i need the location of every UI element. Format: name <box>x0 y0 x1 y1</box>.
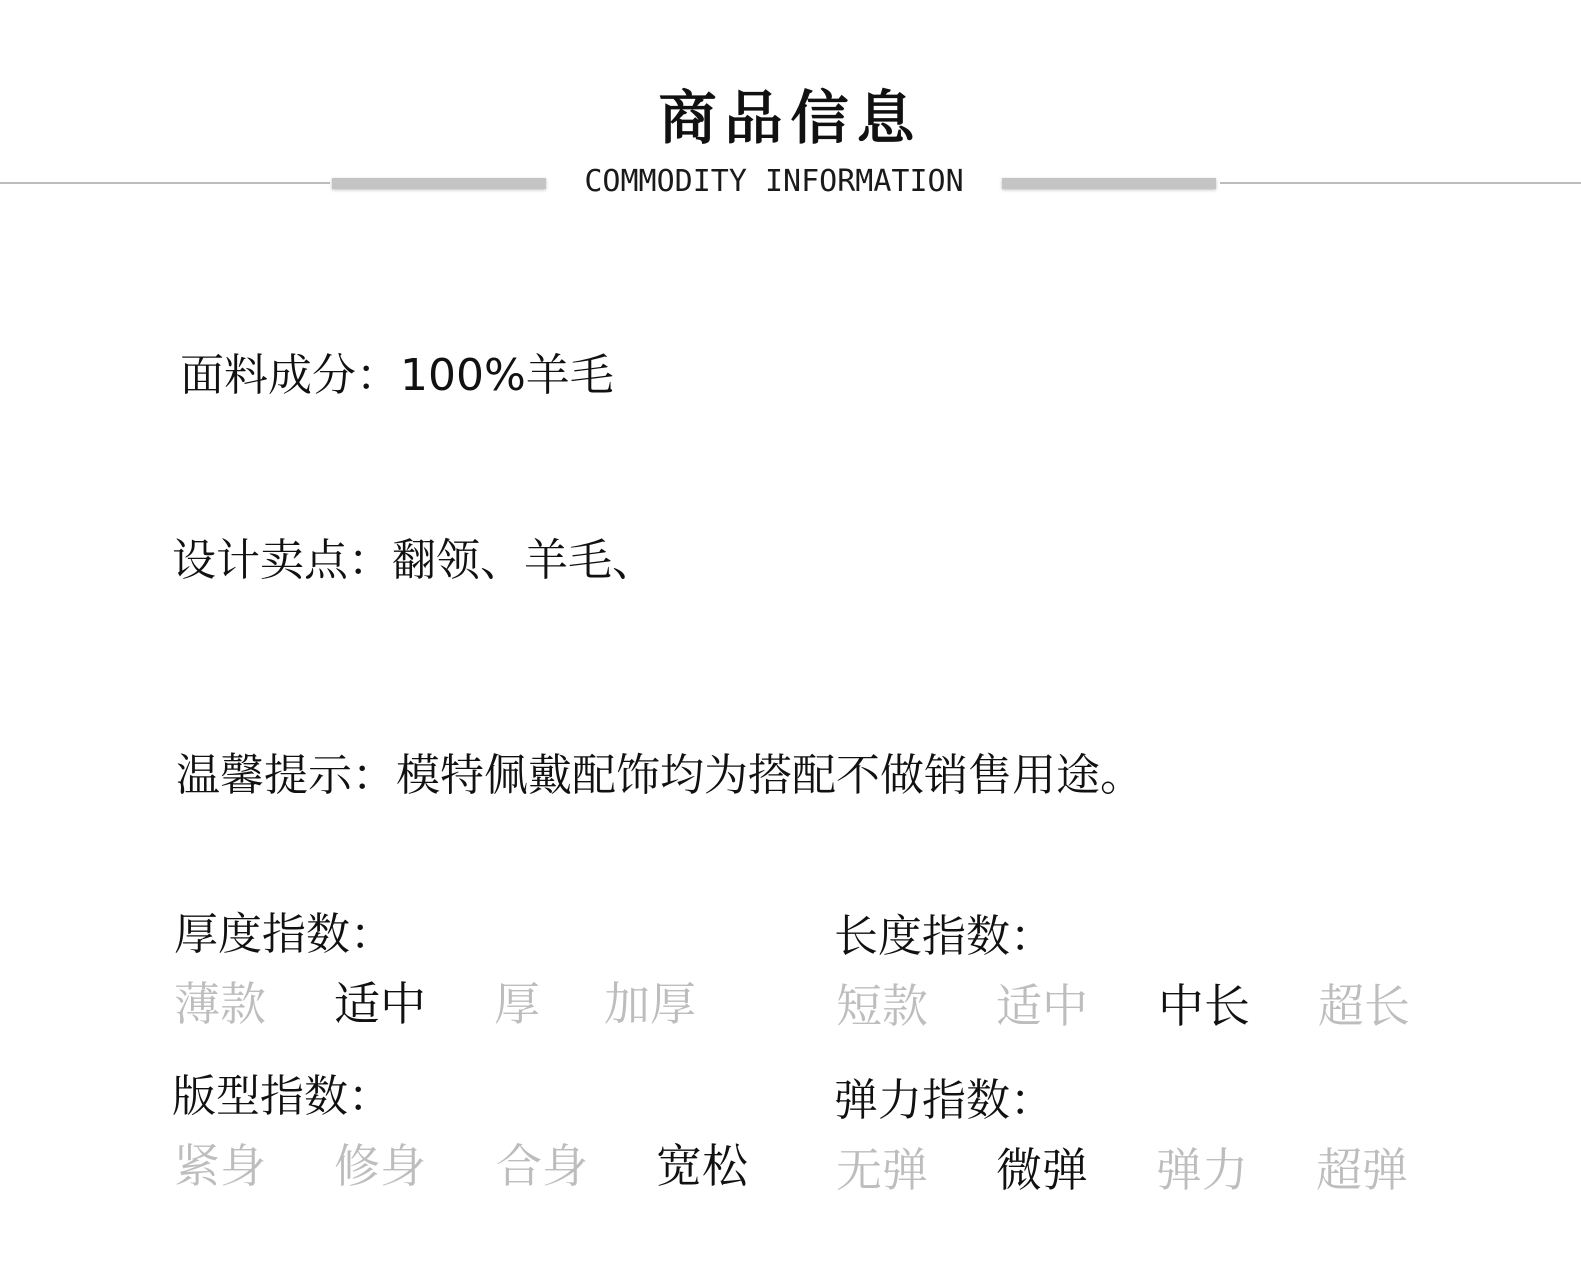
design-selling-points-row <box>172 533 656 589</box>
thickness-index <box>174 908 794 1036</box>
fabric-composition-value: 100%羊毛 <box>400 350 614 401</box>
design-selling-points-value: 翻领、羊毛、 <box>392 535 656 586</box>
elasticity-options <box>834 1142 1454 1202</box>
elasticity-option: 微弹 <box>996 1143 1088 1197</box>
thickness-option: 适中 <box>334 977 426 1031</box>
reminder-label: 温馨提示： <box>176 750 396 801</box>
fit-option: 修身 <box>334 1139 426 1193</box>
section-subtitle: COMMODITY INFORMATION <box>584 164 964 199</box>
elasticity-index-title: 弹力指数： <box>834 1075 1054 1126</box>
length-option: 中长 <box>1158 979 1250 1033</box>
elasticity-option: 弹力 <box>1156 1143 1248 1197</box>
fit-option: 宽松 <box>656 1139 748 1193</box>
header-divider-right <box>1220 182 1581 184</box>
thickness-option: 厚 <box>494 977 540 1031</box>
thickness-index-title: 厚度指数： <box>174 909 394 960</box>
elasticity-option: 超弹 <box>1316 1143 1408 1197</box>
fit-index <box>172 1070 792 1198</box>
reminder-row <box>176 748 1144 804</box>
header-accent-bar-left <box>332 178 546 189</box>
reminder-value: 模特佩戴配饰均为搭配不做销售用途。 <box>396 750 1144 801</box>
fit-option: 紧身 <box>174 1139 266 1193</box>
thickness-option: 薄款 <box>174 977 266 1031</box>
length-option: 适中 <box>996 979 1088 1033</box>
header-accent-bar-right <box>1002 178 1216 189</box>
design-selling-points-label: 设计卖点： <box>172 535 392 586</box>
section-title: 商品信息 <box>658 84 923 152</box>
elasticity-option: 无弹 <box>836 1143 928 1197</box>
fit-index-title: 版型指数： <box>172 1071 392 1122</box>
fabric-composition-label: 面料成分： <box>180 350 400 401</box>
fit-options <box>172 1138 792 1198</box>
thickness-options <box>174 976 794 1036</box>
length-index <box>834 910 1454 1038</box>
header-divider-left <box>0 182 330 184</box>
fit-option: 合身 <box>496 1139 588 1193</box>
length-option: 超长 <box>1318 979 1410 1033</box>
length-option: 短款 <box>836 979 928 1033</box>
fabric-composition-row <box>180 348 614 404</box>
length-options <box>834 978 1454 1038</box>
length-index-title: 长度指数： <box>834 911 1054 962</box>
thickness-option: 加厚 <box>604 977 696 1031</box>
elasticity-index <box>834 1074 1454 1202</box>
